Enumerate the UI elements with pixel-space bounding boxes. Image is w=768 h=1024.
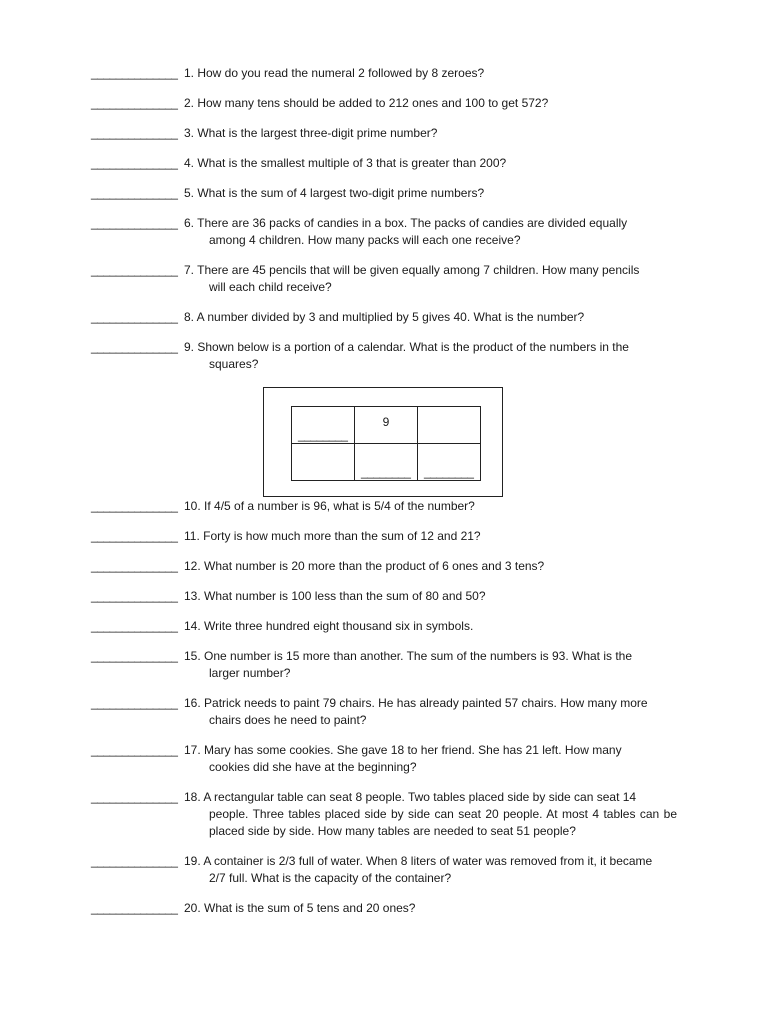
question-18	[91, 789, 677, 840]
answer-blank[interactable]: ______________	[91, 310, 178, 324]
calendar-number: 9	[382, 415, 390, 429]
question-text: 6. There are 36 packs of candies in a box. The packs of candies are divided equally	[184, 216, 628, 230]
question-text: 11. Forty is how much more than the sum of 12 and 21?	[184, 529, 481, 543]
question-text: 17. Mary has some cookies. She gave 18 to her friend. She has 21 left. How many	[184, 743, 622, 757]
question-9	[91, 339, 677, 373]
answer-blank[interactable]: ______________	[91, 66, 178, 80]
question-2	[91, 95, 677, 112]
answer-blank[interactable]: ______________	[91, 589, 178, 603]
answer-blank[interactable]: ______________	[91, 559, 178, 573]
question-1	[91, 65, 677, 82]
question-20	[91, 900, 677, 917]
question-text-continued: people. Three tables placed side by side can seat 20 people. At most 4 tables can be placed side by side. How many tables are needed to seat 51 people?	[209, 807, 677, 838]
question-text: 14. Write three hundred eight thousand six in symbols.	[184, 619, 474, 633]
question-text: 15. One number is 15 more than another. The sum of the numbers is 93. What is the	[184, 649, 633, 663]
calendar-cell	[355, 444, 418, 481]
answer-blank[interactable]: ______________	[91, 619, 178, 633]
calendar-cell	[355, 407, 418, 444]
answer-blank[interactable]: ______________	[91, 529, 178, 543]
question-13	[91, 588, 677, 605]
answer-blank[interactable]: ______________	[91, 96, 178, 110]
question-15	[91, 648, 677, 682]
answer-blank[interactable]: ______________	[91, 186, 178, 200]
question-19	[91, 853, 677, 887]
question-14	[91, 618, 677, 635]
question-3	[91, 125, 677, 142]
answer-blank[interactable]: ______________	[91, 743, 178, 757]
answer-blank[interactable]: ______________	[91, 499, 178, 513]
answer-blank[interactable]: ______________	[91, 156, 178, 170]
question-12	[91, 558, 677, 575]
calendar-answer-blank[interactable]: ________	[298, 428, 348, 442]
answer-blank[interactable]: ______________	[91, 263, 178, 277]
question-10	[91, 498, 677, 515]
answer-blank[interactable]: ______________	[91, 696, 178, 710]
answer-blank[interactable]: ______________	[91, 854, 178, 868]
answer-blank[interactable]: ______________	[91, 790, 178, 804]
question-text: 10. If 4/5 of a number is 96, what is 5/4 of the number?	[184, 499, 475, 513]
calendar-cell	[292, 444, 355, 481]
question-text: 8. A number divided by 3 and multiplied by 5 gives 40. What is the number?	[184, 310, 585, 324]
question-text-continued: larger number?	[209, 666, 291, 680]
calendar-cell	[292, 407, 355, 444]
calendar-cell	[418, 444, 481, 481]
question-text: 3. What is the largest three-digit prime number?	[184, 126, 438, 140]
question-text-continued: cookies did she have at the beginning?	[209, 760, 417, 774]
answer-blank[interactable]: ______________	[91, 649, 178, 663]
calendar-answer-blank[interactable]: ________	[424, 465, 474, 479]
question-text: 9. Shown below is a portion of a calendar. What is the product of the numbers in the	[184, 340, 629, 354]
calendar-portion-figure	[263, 387, 503, 497]
answer-blank[interactable]: ______________	[91, 126, 178, 140]
question-text-continued: 2/7 full. What is the capacity of the container?	[209, 871, 452, 885]
question-text: 19. A container is 2/3 full of water. When 8 liters of water was removed from it, it became	[184, 854, 653, 868]
question-5	[91, 185, 677, 202]
question-text: 13. What number is 100 less than the sum of 80 and 50?	[184, 589, 486, 603]
question-text: 1. How do you read the numeral 2 followed by 8 zeroes?	[184, 66, 485, 80]
question-4	[91, 155, 677, 172]
question-7	[91, 262, 677, 296]
question-6	[91, 215, 677, 249]
question-text: 4. What is the smallest multiple of 3 that is greater than 200?	[184, 156, 507, 170]
calendar-grid	[291, 406, 481, 481]
question-8	[91, 309, 677, 326]
calendar-row	[292, 407, 481, 444]
question-text: 12. What number is 20 more than the product of 6 ones and 3 tens?	[184, 559, 545, 573]
question-text: 18. A rectangular table can seat 8 people. Two tables placed side by side can seat 14	[184, 790, 637, 804]
question-text-continued: chairs does he need to paint?	[209, 713, 367, 727]
answer-blank[interactable]: ______________	[91, 340, 178, 354]
question-text-continued: among 4 children. How many packs will each one receive?	[209, 233, 521, 247]
calendar-cell	[418, 407, 481, 444]
question-17	[91, 742, 677, 776]
calendar-answer-blank[interactable]: ________	[361, 465, 411, 479]
calendar-row	[292, 444, 481, 481]
question-text: 5. What is the sum of 4 largest two-digit prime numbers?	[184, 186, 485, 200]
question-16	[91, 695, 677, 729]
question-text: 2. How many tens should be added to 212 ones and 100 to get 572?	[184, 96, 549, 110]
question-text: 7. There are 45 pencils that will be given equally among 7 children. How many pencils	[184, 263, 640, 277]
question-text: 20. What is the sum of 5 tens and 20 ones?	[184, 901, 416, 915]
answer-blank[interactable]: ______________	[91, 901, 178, 915]
question-text: 16. Patrick needs to paint 79 chairs. He has already painted 57 chairs. How many more	[184, 696, 648, 710]
question-text-continued: will each child receive?	[209, 280, 332, 294]
answer-blank[interactable]: ______________	[91, 216, 178, 230]
question-text-continued: squares?	[209, 357, 259, 371]
question-11	[91, 528, 677, 545]
